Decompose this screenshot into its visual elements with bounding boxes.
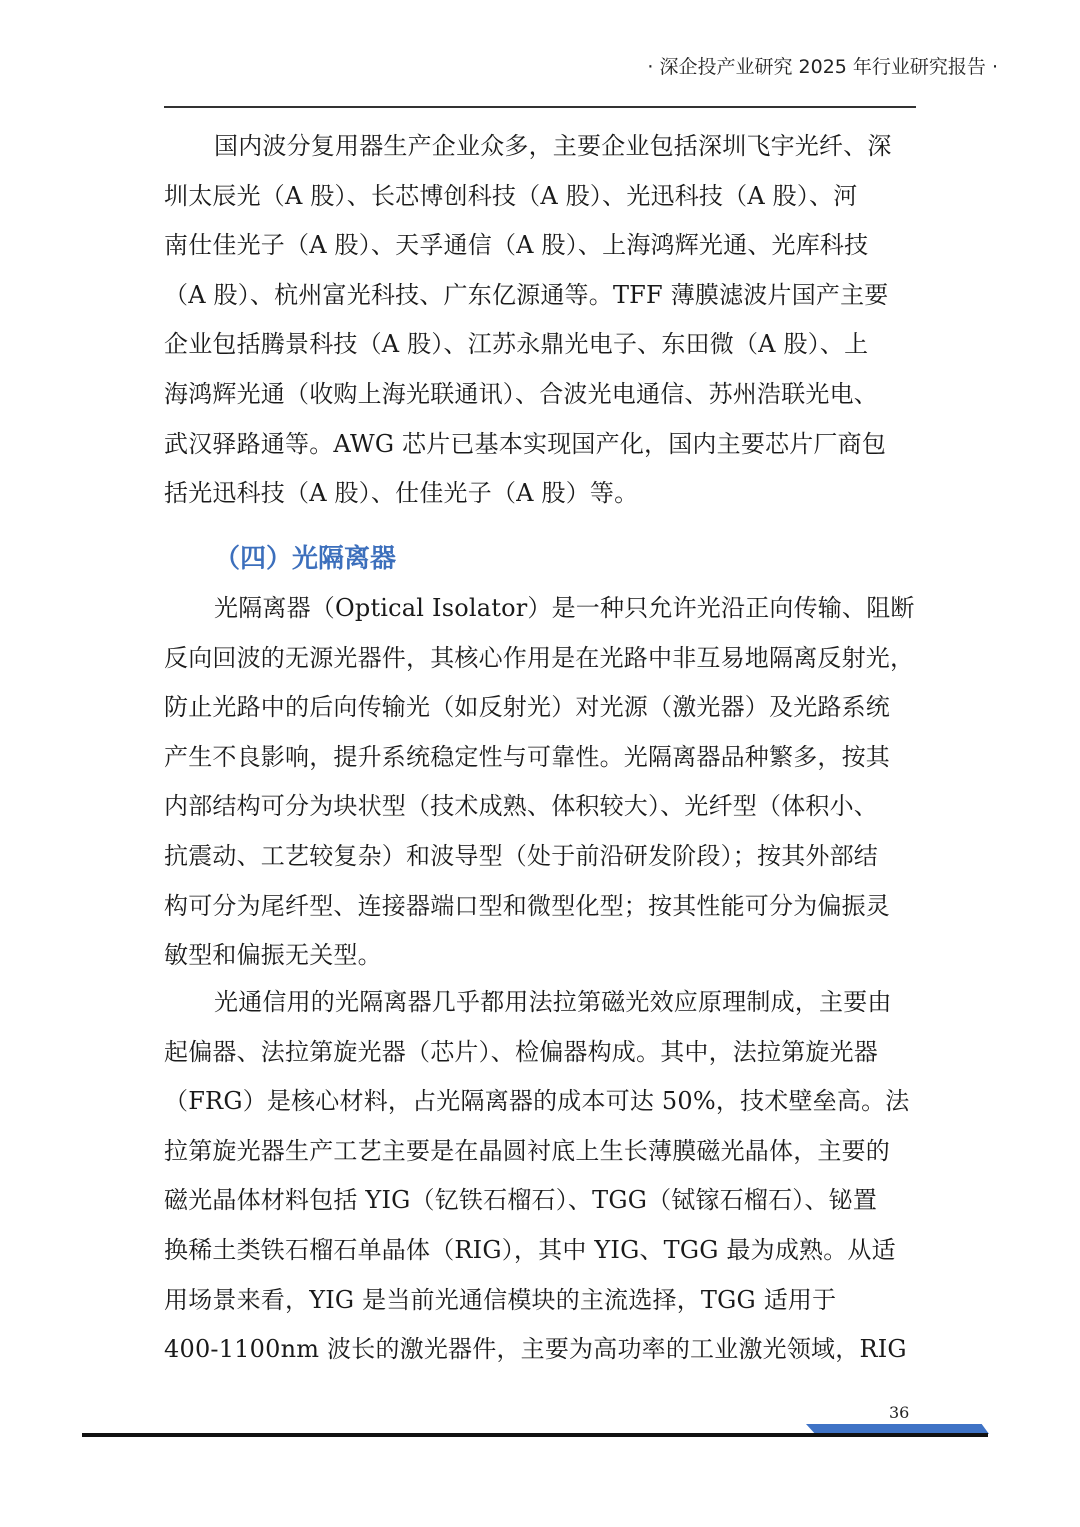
paragraph-line: 抗震动、工艺较复杂）和波导型（处于前沿研发阶段）；按其外部结 [164,841,878,870]
page-number: 36 [889,1403,910,1422]
header-divider [164,106,916,108]
paragraph-isolator-materials [164,978,909,1375]
paragraph-wdm-manufacturers [164,122,892,519]
paragraph-line: （FRG）是核心材料，占光隔离器的成本可达 50%，技术壁垒高。法 [164,1087,910,1116]
paragraph-line: 400-1100nm 波长的激光器件，主要为高功率的工业激光领域，RIG [164,1335,907,1364]
page-header-title: · 深企投产业研究 2025 年行业研究报告 · [647,56,998,78]
paragraph-line: 产生不良影响，提升系统稳定性与可靠性。光隔离器品种繁多，按其 [164,742,890,771]
paragraph-line: 磁光晶体材料包括 YIG（钇铁石榴石）、TGG（铽镓石榴石）、铋置 [164,1186,878,1215]
paragraph-line: 企业包括腾景科技（A 股）、江苏永鼎光电子、东田微（A 股）、上 [164,330,869,359]
paragraph-isolator-definition [164,584,915,981]
paragraph-line: 国内波分复用器生产企业众多，主要企业包括深圳飞宇光纤、深 [214,132,892,160]
paragraph-line: 敏型和偏振无关型。 [164,941,382,970]
paragraph-line: （A 股）、杭州富光科技、广东亿源通等。TFF 薄膜滤波片国产主要 [164,280,889,309]
paragraph-line: 光通信用的光隔离器几乎都用法拉第磁光效应原理制成，主要由 [214,988,892,1016]
paragraph-line: 拉第旋光器生产工艺主要是在晶圆衬底上生长薄膜磁光晶体，主要的 [164,1136,890,1165]
section-heading: （四）光隔离器 [214,544,397,574]
paragraph-line: 换稀土类铁石榴石单晶体（RIG），其中 YIG、TGG 最为成熟。从适 [164,1235,896,1264]
footer-divider [82,1433,988,1437]
paragraph-line: 武汉驿路通等。AWG 芯片已基本实现国产化，国内主要芯片厂商包 [164,429,887,458]
paragraph-line: 用场景来看，YIG 是当前光通信模块的主流选择，TGG 适用于 [164,1285,837,1314]
paragraph-line: 南仕佳光子（A 股）、天孚通信（A 股）、上海鸿辉光通、光库科技 [164,231,869,260]
paragraph-line: 圳太辰光（A 股）、长芯博创科技（A 股）、光迅科技（A 股）、河 [164,181,858,210]
paragraph-line: 内部结构可分为块状型（技术成熟、体积较大）、光纤型（体积小、 [164,792,878,821]
paragraph-line: 防止光路中的后向传输光（如反射光）对光源（激光器）及光路系统 [164,693,890,722]
paragraph-line: 起偏器、法拉第旋光器（芯片）、检偏器构成。其中，法拉第旋光器 [164,1037,878,1066]
paragraph-line: 反向回波的无源光器件，其核心作用是在光路中非互易地隔离反射光， [164,643,915,672]
paragraph-line: 光隔离器（Optical Isolator）是一种只允许光沿正向传输、阻断 [214,594,915,622]
paragraph-line: 构可分为尾纤型、连接器端口型和微型化型；按其性能可分为偏振灵 [164,891,890,920]
paragraph-line: 海鸿辉光通（收购上海光联通讯）、合波光电通信、苏州浩联光电、 [164,379,878,408]
paragraph-line: 括光迅科技（A 股）、仕佳光子（A 股）等。 [164,479,639,508]
